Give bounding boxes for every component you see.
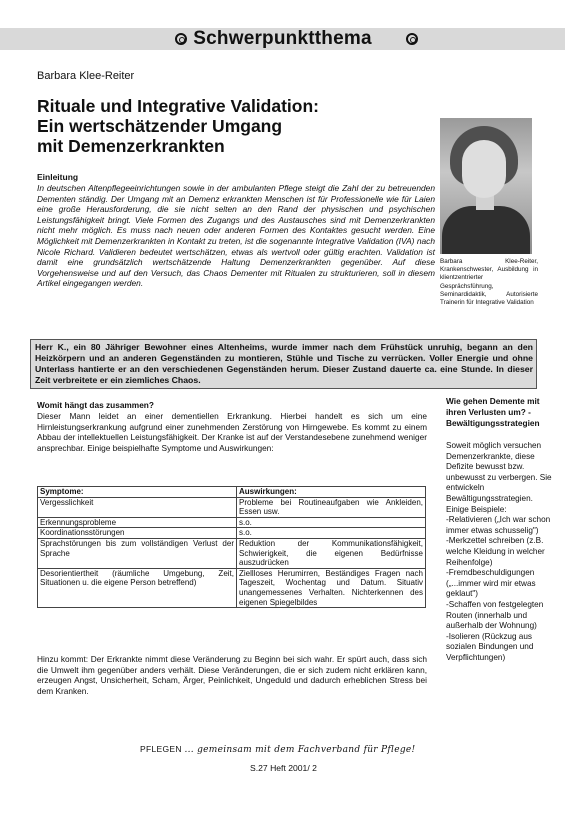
page-number: S.27 Heft 2001/ 2 bbox=[250, 763, 317, 773]
sidebar-heading: Wie gehen Demente mit ihren Verlusten um? - Bewältigungsstrategien bbox=[446, 396, 540, 428]
sidebar-text bbox=[446, 441, 552, 663]
sidebar-line: Soweit möglich versuchen Demenzerkrankte, diese Defizite bewusst bzw. unbewusst zu verbergen. Sie entwickeln Bewältigungsstrategien. Einige Beispiele: bbox=[446, 441, 552, 514]
table-header-row bbox=[38, 487, 426, 498]
table-cell: Probleme bei Routineaufgaben wie Ankleiden, Essen usw. bbox=[237, 497, 426, 517]
author-name: Barbara Klee-Reiter bbox=[37, 70, 135, 82]
table-cell: Koordinationsstörungen bbox=[38, 528, 237, 539]
table-cell: Sprachstörungen bis zum vollständigen Verlust der Sprache bbox=[38, 538, 237, 568]
closing-paragraph: Hinzu kommt: Der Erkrankte nimmt diese Veränderung zu Beginn bei sich wahr. Er spürt auch, dass sich die Umwelt ihm gegenüber anders verhält. Diese Veränderungen, die er sich zudem nicht erklären kann, erzeugen Angst, Unsicherheit, Scham, Ärger, Peinlichkeit, Ungeduld und dadurch erheblichen Stress bei dem Kranken. bbox=[37, 654, 427, 696]
sidebar-line: -Merkzettel schreiben (z.B. welche Kleidung in welcher Reihenfolge) bbox=[446, 536, 545, 567]
table-cell: Ziellloses Herumirren, Beständiges Fragen nach Tageszeit, Wochentag und Datum. Situativ unangemessenes Verhalten. Nichterkennen des eigenen Spiegelbildes bbox=[237, 568, 426, 607]
author-photo bbox=[440, 118, 532, 254]
table-cell: Desorientiertheit (räumliche Umgebung, Zeit, Situationen u. die eigene Person betreffend) bbox=[38, 568, 237, 607]
section-header-title: Schwerpunktthema bbox=[193, 28, 372, 49]
sidebar-line: -Fremdbeschuldigungen („...immer wird mir etwas geklaut") bbox=[446, 568, 536, 599]
table-cell: s.o. bbox=[237, 528, 426, 539]
table-header-cell: Symptome: bbox=[38, 487, 237, 498]
sidebar-line: -Schaffen von festgelegten Routen (innerhalb und außerhalb der Wohnung) bbox=[446, 599, 544, 631]
title-line: Ein wertschätzender Umgang bbox=[37, 116, 283, 136]
title-line: Rituale und Integrative Validation: bbox=[37, 96, 319, 116]
intro-heading: Einleitung bbox=[37, 172, 79, 182]
spiral-icon bbox=[406, 33, 418, 45]
table-cell: Reduktion der Kommunikationsfähigkeit, Schwierigkeit, die eigenen Bedürfnisse auszudrücken bbox=[237, 538, 426, 568]
table-header-cell: Auswirkungen: bbox=[237, 487, 426, 498]
table-row bbox=[38, 568, 426, 607]
intro-paragraph: In deutschen Altenpflegeeinrichtungen sowie in der ambulanten Pflege steigt die Zahl der zu betreuenden Dementen ständig. Der Umgang mit an Demenz erkrankten Menschen ist für Professionelle wie für Laien eine große Herausforderung, die sie nicht selten an den Rand der physischen und psychischen Leistungsfähigkeit bringt. Viele Formen des Zugangs und des Austausches sind mit Demenzerkrankten nicht mehr möglich. Es muss nach neuen oder anderen Formen des Kontaktes gesucht werden. Eine Möglichkeit mit Demenzerkrankten in Kontakt zu treten, ist die sogenannte Integrative Validation (IVA) nach Nicole Richard. Validieren bedeutet wertschätzen, etwas als wertvoll oder gültig erachten. Validation ist damit eine grundsätzlich wertschätzende Haltung Demenzerkrankten gegenüber. Auf diese Vorgehensweise und auf den Versuch, das Chaos Dementer mit Ritualen zu strukturieren, soll in diesem Artikel eingegangen werden. bbox=[37, 183, 435, 289]
table-cell: Erkennungsprobleme bbox=[38, 517, 237, 528]
sidebar-line: -Isolieren (Rückzug aus sozialen Bindungen und Verpflichtungen) bbox=[446, 631, 534, 662]
footer-tagline bbox=[140, 744, 415, 755]
title-line: mit Demenzerkrankten bbox=[37, 136, 225, 156]
sidebar-line: -Relativieren („Ich war schon immer etwas schusselig") bbox=[446, 515, 551, 535]
section-heading: Womit hängt das zusammen? bbox=[37, 400, 154, 410]
table-row bbox=[38, 517, 426, 528]
table-cell: Vergesslichkeit bbox=[38, 497, 237, 517]
symptoms-table bbox=[37, 486, 426, 608]
table-row bbox=[38, 538, 426, 568]
table-row bbox=[38, 528, 426, 539]
footer-brand: PFLEGEN bbox=[140, 744, 182, 754]
photo-caption: Barbara Klee-Reiter, Krankenschwester, Ausbildung in klientzentrierter Gesprächsführung, Seminardidaktik, Autorisierte Trainerin für Integrative Validation bbox=[440, 258, 538, 307]
article-title bbox=[37, 96, 417, 156]
section-paragraph: Dieser Mann leidet an einer dementiellen Erkrankung. Hierbei handelt es sich um eine Hirnleistungserkrankung aufgrund einer zunehmenden Zerstörung von Hirngewebe. Es kommt zu einem Abbau der intellektuellen Leistungsfähigkeit. Der Kranke ist auf der Verstandesebene zunehmend weniger ansprechbar. Einige beispielhafte Symptome und Auswirkungen: bbox=[37, 411, 427, 453]
case-example-text: Herr K., ein 80 Jähriger Bewohner eines Altenheims, wurde immer nach dem Frühstück unruhig, begann an den Heizkörpern und an anderen Gegenständen zu montieren, Stühle und Tische zu verrücken. Voller Energie und ohne Unterlass hantierte er an den verschiedenen Gegenständen herum. Dieser Zustand dauerte ca. eine Stunde. In dieser Zeit verbreitete er ein ziemliches Chaos. bbox=[35, 342, 533, 385]
footer-handwritten: ... gemeinsam mit dem Fachverband für Pflege! bbox=[184, 745, 416, 755]
table-cell: s.o. bbox=[237, 517, 426, 528]
table-row bbox=[38, 497, 426, 517]
